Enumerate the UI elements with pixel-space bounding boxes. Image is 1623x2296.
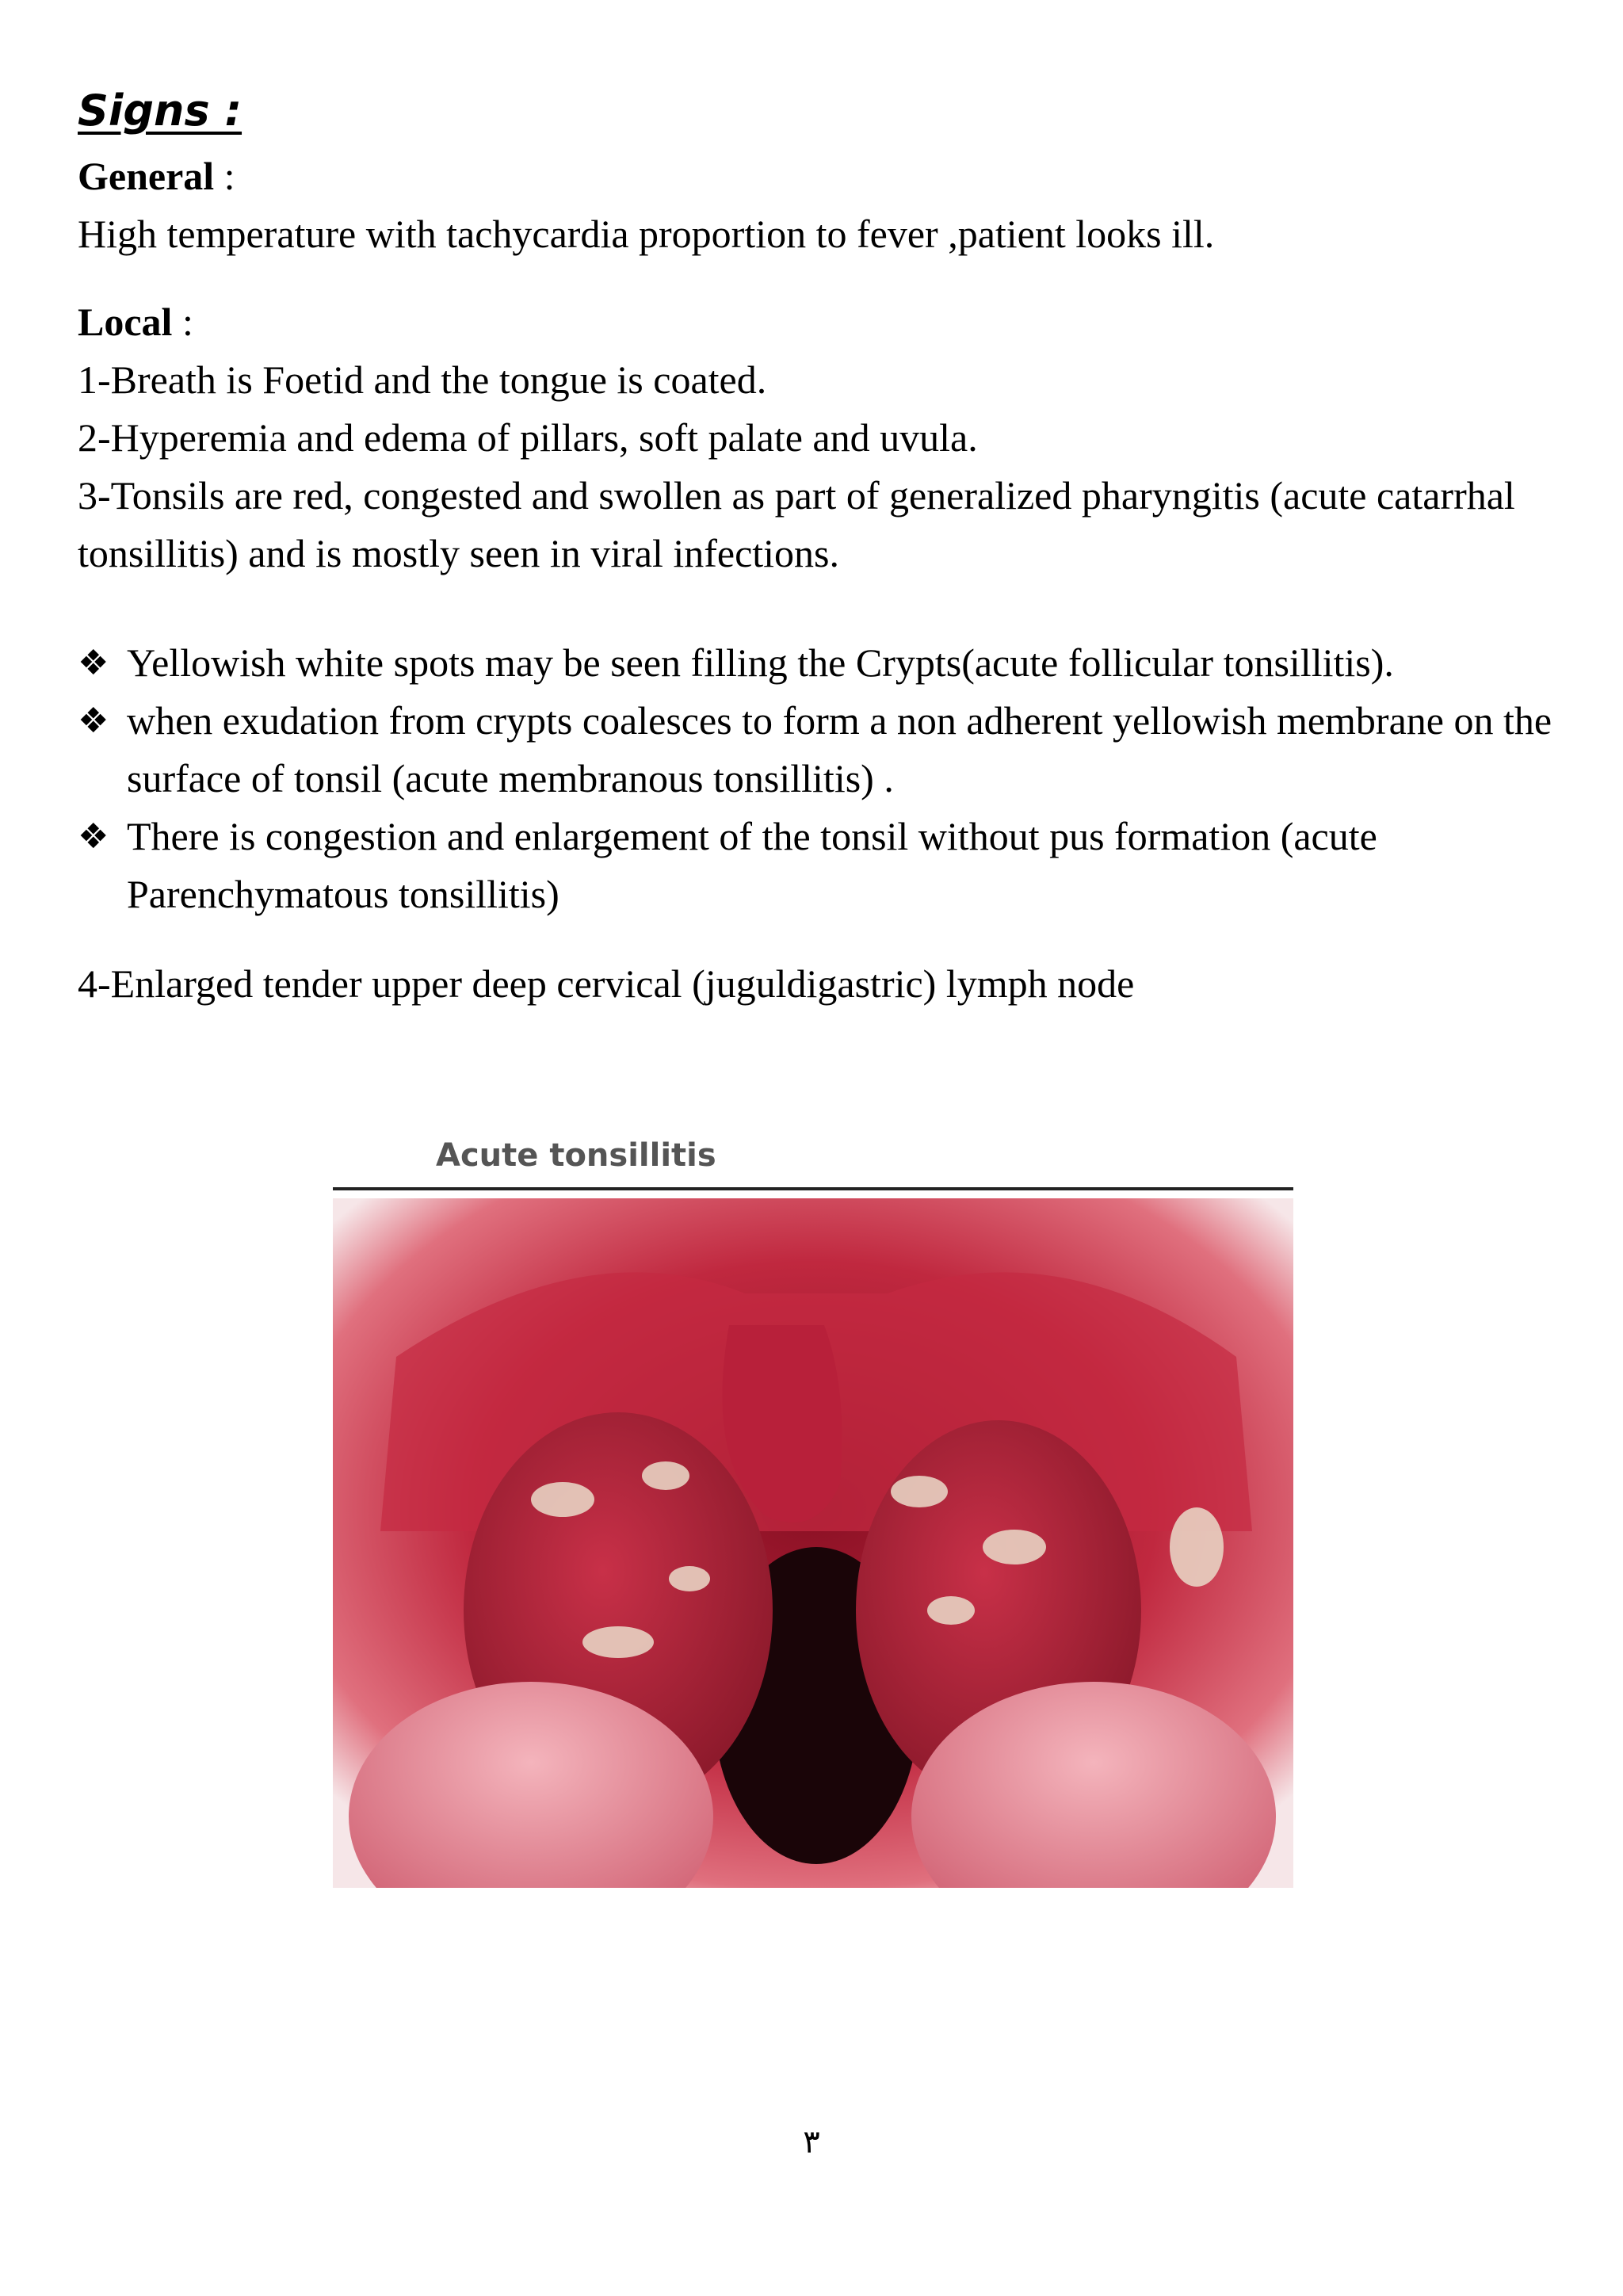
item-4-section (78, 955, 1575, 1013)
diamond-bullet-icon: ❖ (78, 643, 109, 683)
local-item-1: 1-Breath is Foetid and the tongue is coated. (78, 357, 767, 402)
throat-photo-icon (333, 1198, 1293, 1888)
list-item-text: when exudation from crypts coalesces to form a non adherent yellowish membrane on the surface of tonsil (acute membranous tonsillitis) . (127, 698, 1552, 800)
list-item (78, 808, 1583, 923)
page-number: ٣ (803, 2124, 820, 2160)
figure-title: Acute tonsillitis (436, 1137, 716, 1174)
list-item (78, 692, 1583, 808)
local-item-4: 4-Enlarged tender upper deep cervical (juguldigastric) lymph node (78, 961, 1135, 1006)
general-text: High temperature with tachycardia proportion to fever ,patient looks ill. (78, 212, 1215, 256)
diamond-bullet-icon: ❖ (78, 701, 109, 741)
figure-divider (333, 1187, 1293, 1190)
local-section (78, 293, 1575, 583)
local-label: Local (78, 300, 173, 344)
page-heading: Signs : (78, 86, 242, 136)
local-colon: : (172, 300, 193, 344)
general-section (78, 147, 1575, 263)
general-label: General (78, 154, 215, 198)
local-item-3: 3-Tonsils are red, congested and swollen as part of generalized pharyngitis (acute catarrhal tonsillitis) and is mostly seen in viral infections. (78, 473, 1515, 575)
list-item (78, 634, 1583, 692)
list-item-text: Yellowish white spots may be seen filling the Crypts(acute follicular tonsillitis). (127, 640, 1394, 685)
local-heading (78, 293, 1575, 351)
local-item-2: 2-Hyperemia and edema of pillars, soft palate and uvula. (78, 415, 978, 460)
diamond-bullet-icon: ❖ (78, 816, 109, 857)
tonsillitis-types-list (78, 634, 1583, 923)
general-colon: : (214, 154, 235, 198)
general-heading (78, 147, 1575, 205)
list-item-text: There is congestion and enlargement of the tonsil without pus formation (acute Parenchymatous tonsillitis) (127, 814, 1377, 916)
tonsillitis-figure (333, 1133, 1293, 1888)
